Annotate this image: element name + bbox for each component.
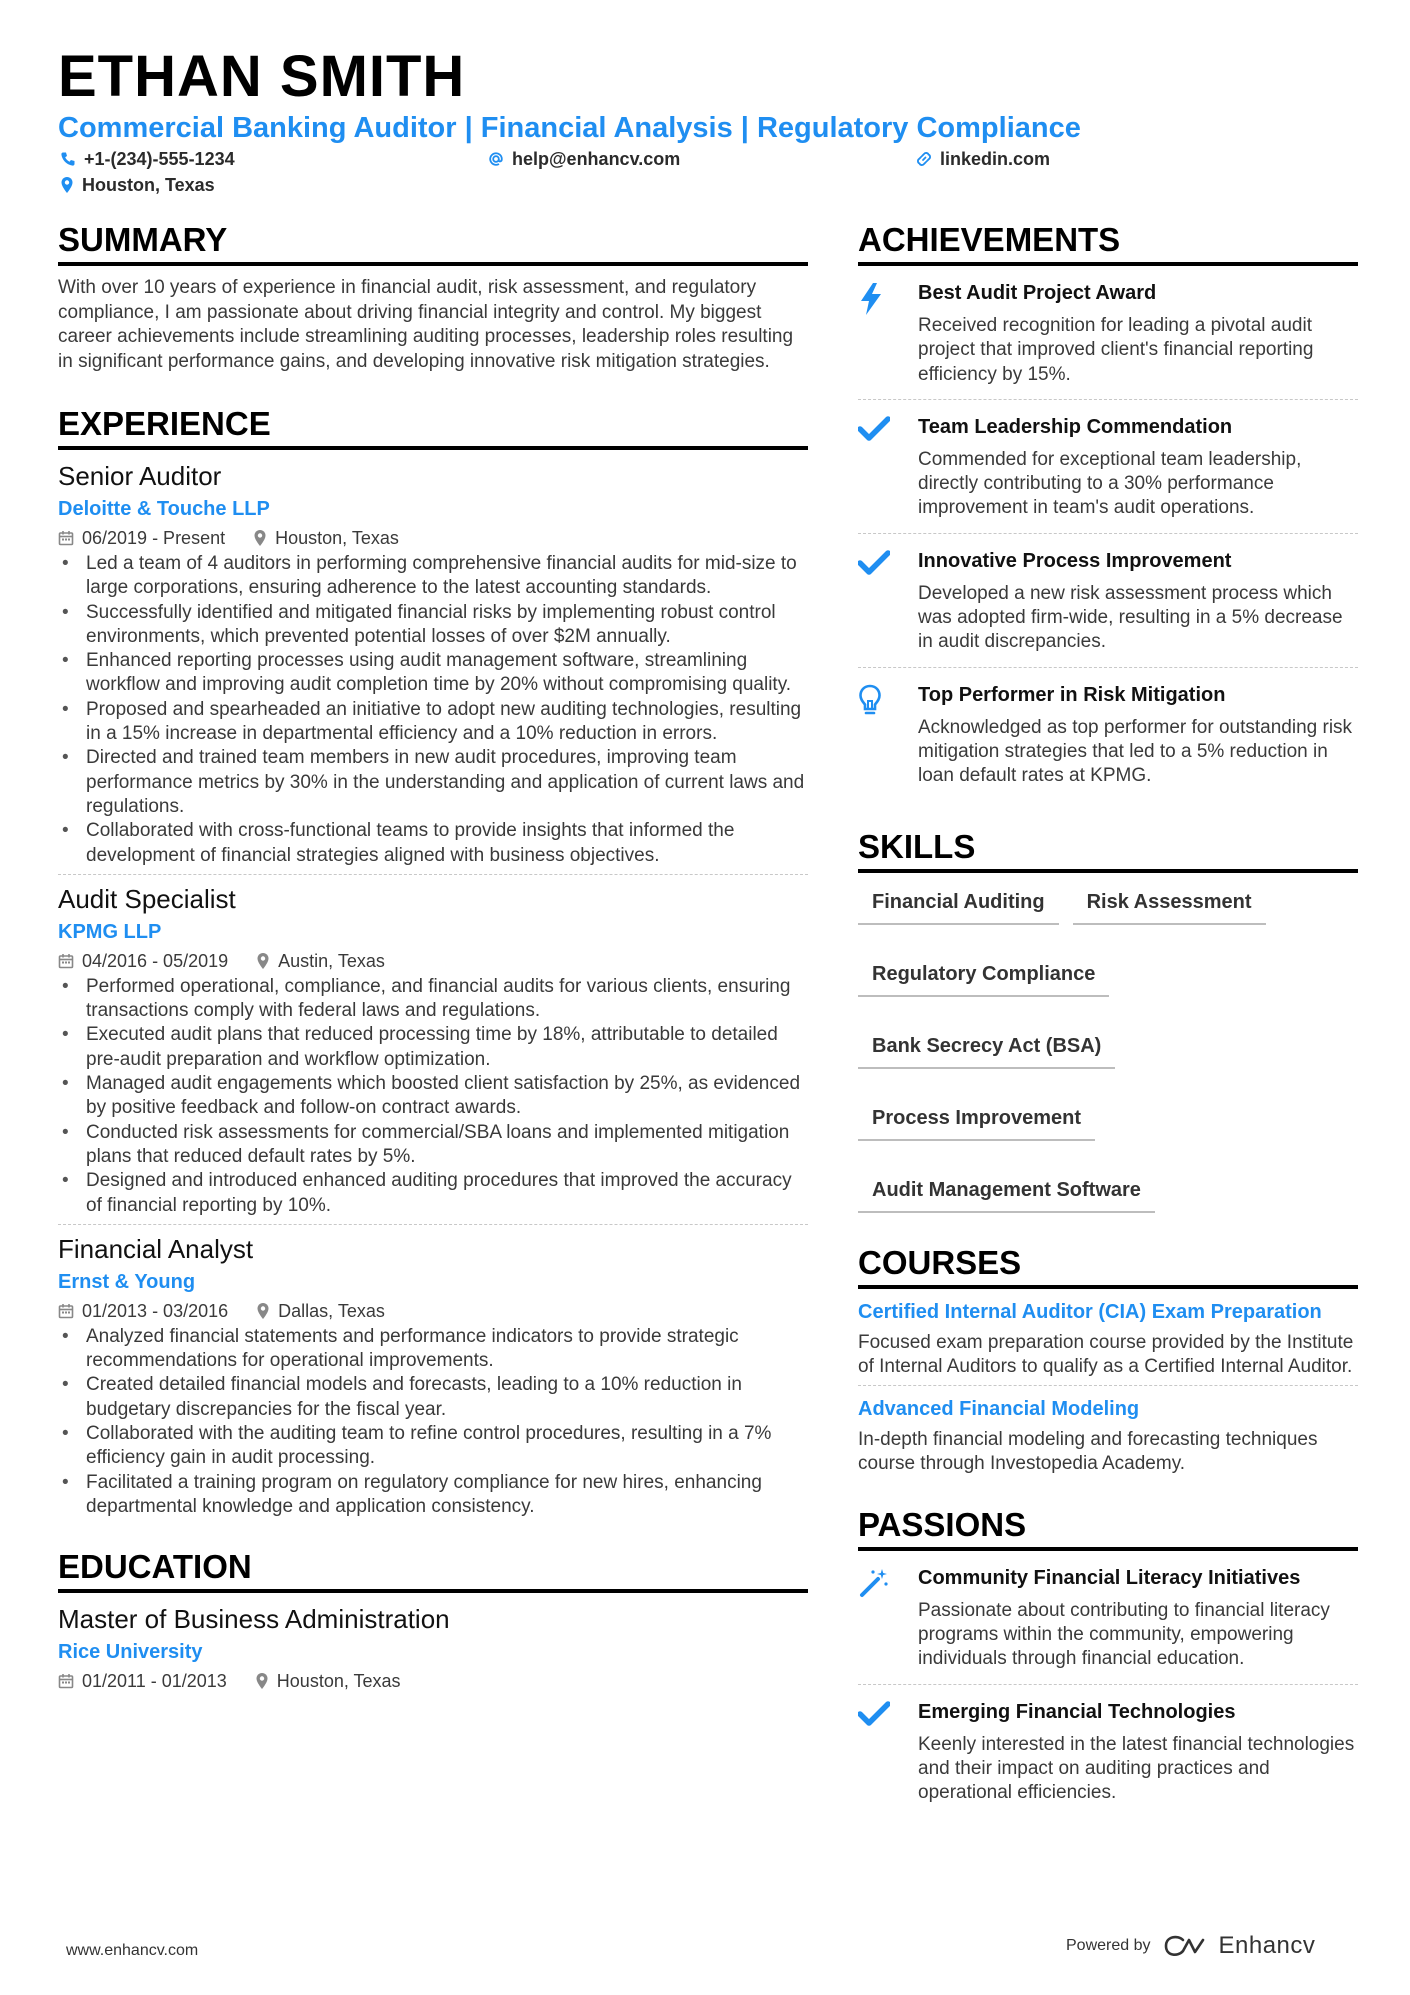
education-heading: EDUCATION [58, 1547, 808, 1593]
lightning-icon [858, 282, 884, 316]
course-item [858, 1396, 1358, 1477]
achievement-title: Best Audit Project Award [918, 282, 1157, 304]
phone-icon [60, 151, 76, 167]
job-bullets [58, 1325, 808, 1519]
skill-tag: Financial Auditing [858, 881, 1059, 925]
skill-tag: Audit Management Software [858, 1169, 1155, 1213]
achievement-title: Top Performer in Risk Mitigation [918, 683, 1226, 706]
achievement-desc: Developed a new risk assessment process which was adopted firm-wide, resulting in a 5% decrease in audit discrepancies. [918, 582, 1343, 653]
summary-section [58, 220, 808, 374]
experience-section [58, 404, 808, 1519]
job-meta [58, 949, 808, 973]
passion-title: Community Financial Literacy Initiatives [918, 1566, 1301, 1589]
bullet-item: • Created detailed financial models and forecasts, leading to a 10% reduction in budgetary discrepancies for the fiscal year. [58, 1373, 808, 1422]
job-title: Senior Auditor [58, 461, 222, 491]
passion-desc: Keenly interested in the latest financial technologies and their impact on auditing practices and operational efficiencies. [918, 1733, 1355, 1804]
bullet-item: • Executed audit plans that reduced processing time by 18%, attributable to detailed pre-audit preparation and workflow optimization. [58, 1023, 808, 1072]
at-sign-icon [488, 151, 504, 167]
tagline: Commercial Banking Auditor | Financial Analysis | Regulatory Compliance [58, 112, 1081, 144]
achievement-title: Innovative Process Improvement [918, 549, 1232, 572]
course-item [858, 1299, 1358, 1380]
achievement-desc: Acknowledged as top performer for outstanding risk mitigation strategies that led to a 5% reduction in loan default rates at KPMG. [918, 716, 1353, 787]
education-section [58, 1547, 808, 1693]
job-meta [58, 1299, 808, 1323]
bullet-item: • Proposed and spearheaded an initiative to adopt new auditing technologies, resulting in a 15% increase in departmental efficiency and a 10% reduction in errors. [58, 698, 808, 747]
candidate-name: ETHAN SMITH [58, 44, 466, 109]
left-column [58, 220, 808, 1695]
passion-title: Emerging Financial Technologies [918, 1700, 1236, 1723]
location-pin-icon [256, 1302, 270, 1320]
company-name: Deloitte & Touche LLP [58, 498, 270, 520]
bullet-item: • Collaborated with cross-functional teams to provide insights that informed the development of financial strategies aligned with business objectives. [58, 819, 808, 868]
brand-name: Enhancv [1218, 1932, 1316, 1959]
bullet-item: • Managed audit engagements which boosted client satisfaction by 25%, as evidenced by positive feedback and follow-on contract awards. [58, 1072, 808, 1121]
job-bullets [58, 552, 808, 868]
course-desc: Focused exam preparation course provided by the Institute of Internal Auditors to qualify as a Certified Internal Auditor. [858, 1331, 1354, 1377]
phone-text: +1-(234)-555-1234 [84, 149, 235, 169]
job-location: Houston, Texas [275, 528, 399, 548]
job-bullets [58, 975, 808, 1218]
contact-location [60, 174, 215, 196]
location-pin-icon [60, 176, 74, 194]
passion-desc: Passionate about contributing to financial literacy programs within the community, empowering individuals through financial education. [918, 1599, 1330, 1670]
skill-tag: Bank Secrecy Act (BSA) [858, 1025, 1115, 1069]
education-meta [58, 1669, 808, 1693]
job-location: Dallas, Texas [278, 1300, 385, 1321]
achievements-section [858, 220, 1358, 801]
checkmark-icon [858, 1701, 890, 1727]
skill-tag: Regulatory Compliance [858, 953, 1109, 997]
degree: Master of Business Administration [58, 1604, 450, 1635]
bullet-item: • Analyzed financial statements and performance indicators to provide strategic recommendations for operational improvements. [58, 1325, 808, 1374]
course-title: Advanced Financial Modeling [858, 1398, 1140, 1421]
job-entry [58, 883, 808, 1225]
divider [858, 1385, 1358, 1386]
location-text: Houston, Texas [82, 175, 215, 195]
powered-by-text: Powered by [1066, 1937, 1151, 1954]
location-pin-icon [253, 529, 267, 547]
job-entry [58, 460, 808, 875]
achievement-item [858, 534, 1358, 667]
contact-linkedin[interactable] [916, 148, 1050, 170]
achievement-item [858, 400, 1358, 533]
right-column [858, 220, 1358, 1818]
achievement-item [858, 266, 1358, 399]
skill-tag: Risk Assessment [1073, 881, 1266, 925]
courses-heading: COURSES [858, 1243, 1358, 1289]
email-text: help@enhancv.com [512, 149, 681, 169]
summary-heading: SUMMARY [58, 220, 808, 266]
calendar-icon [58, 530, 74, 546]
enhancv-logo-icon [1163, 1935, 1207, 1957]
job-title: Financial Analyst [58, 1233, 254, 1264]
bullet-item: • Collaborated with the auditing team to refine control procedures, resulting in a 7% efficiency gain in audit processing. [58, 1422, 808, 1471]
education-dates: 01/2011 - 01/2013 [82, 1671, 227, 1692]
company-name: KPMG LLP [58, 920, 162, 943]
footer-website[interactable]: www.enhancv.com [66, 1942, 199, 1959]
job-meta [58, 526, 808, 550]
job-location: Austin, Texas [278, 950, 385, 971]
experience-heading: EXPERIENCE [58, 404, 808, 450]
job-title: Audit Specialist [58, 883, 236, 914]
location-pin-icon [255, 1672, 269, 1690]
bullet-item: • Directed and trained team members in new audit procedures, improving team performance metrics by 30% in the understanding and application of current laws and regulations. [58, 746, 808, 819]
achievements-heading: ACHIEVEMENTS [858, 220, 1358, 266]
bullet-item: • Led a team of 4 auditors in performing comprehensive financial audits for mid-size to large corporations, ensuring adherence to the latest accounting standards. [58, 552, 808, 601]
contact-email[interactable] [488, 148, 680, 170]
contact-phone[interactable] [60, 148, 235, 170]
checkmark-icon [858, 550, 890, 576]
skills-heading: SKILLS [858, 827, 1358, 873]
skill-tag: Process Improvement [858, 1097, 1095, 1141]
achievement-item [858, 668, 1358, 801]
magic-wand-icon [858, 1567, 890, 1599]
job-dates: 04/2016 - 05/2019 [82, 950, 229, 971]
divider [58, 1224, 808, 1225]
checkmark-icon [858, 416, 890, 442]
linkedin-text: linkedin.com [940, 149, 1051, 169]
lightbulb-icon [858, 684, 882, 718]
school-name: Rice University [58, 1641, 203, 1664]
calendar-icon [58, 1303, 74, 1319]
bullet-item: • Enhanced reporting processes using audit management software, streamlining workflow and improving audit completion time by 20% without compromising quality. [58, 649, 808, 698]
bullet-item: • Facilitated a training program on regulatory compliance for new hires, enhancing departmental knowledge and application consistency. [58, 1471, 808, 1520]
company-name: Ernst & Young [58, 1270, 196, 1293]
bullet-item: • Performed operational, compliance, and financial audits for various clients, ensuring transactions comply with federal laws and regulations. [58, 975, 808, 1024]
passions-section [858, 1505, 1358, 1818]
bullet-item: • Successfully identified and mitigated financial risks by implementing robust control environments, which prevented potential losses of over $2M annually. [58, 601, 808, 650]
passion-item [858, 1551, 1358, 1684]
achievement-title: Team Leadership Commendation [918, 415, 1233, 438]
divider [58, 874, 808, 875]
achievement-desc: Commended for exceptional team leadership, directly contributing to a 30% performance improvement in team's audit operations. [918, 448, 1302, 519]
courses-section [858, 1243, 1358, 1477]
location-pin-icon [256, 952, 270, 970]
job-dates: 01/2013 - 03/2016 [82, 1300, 229, 1321]
course-desc: In-depth financial modeling and forecasting techniques course through Investopedia Academy. [858, 1429, 1318, 1475]
course-title: Certified Internal Auditor (CIA) Exam Preparation [858, 1300, 1322, 1323]
bullet-item: • Designed and introduced enhanced auditing procedures that improved the accuracy of financial reporting by 10%. [58, 1169, 808, 1218]
job-entry [58, 1233, 808, 1519]
footer-branding [1066, 1932, 1315, 1960]
bullet-item: • Conducted risk assessments for commercial/SBA loans and implemented mitigation plans that reduced default rates by 5%. [58, 1121, 808, 1170]
calendar-icon [58, 1673, 74, 1689]
skills-list [858, 881, 1358, 1213]
link-icon [916, 151, 932, 167]
achievement-desc: Received recognition for leading a pivotal audit project that improved client's financial reporting efficiency by 15%. [918, 315, 1314, 385]
skills-section [858, 827, 1358, 1213]
passions-heading: PASSIONS [858, 1505, 1358, 1551]
summary-text: With over 10 years of experience in financial audit, risk assessment, and regulatory compliance, I am passionate about driving financial integrity and control. My biggest career achievements include streamlining auditing processes, leadership roles resulting in significant performance gains, and developing innovative risk mitigation strategies. [58, 277, 794, 372]
education-location: Houston, Texas [276, 1671, 401, 1692]
job-dates: 06/2019 - Present [82, 528, 226, 548]
passion-item [858, 1685, 1358, 1818]
calendar-icon [58, 953, 74, 969]
